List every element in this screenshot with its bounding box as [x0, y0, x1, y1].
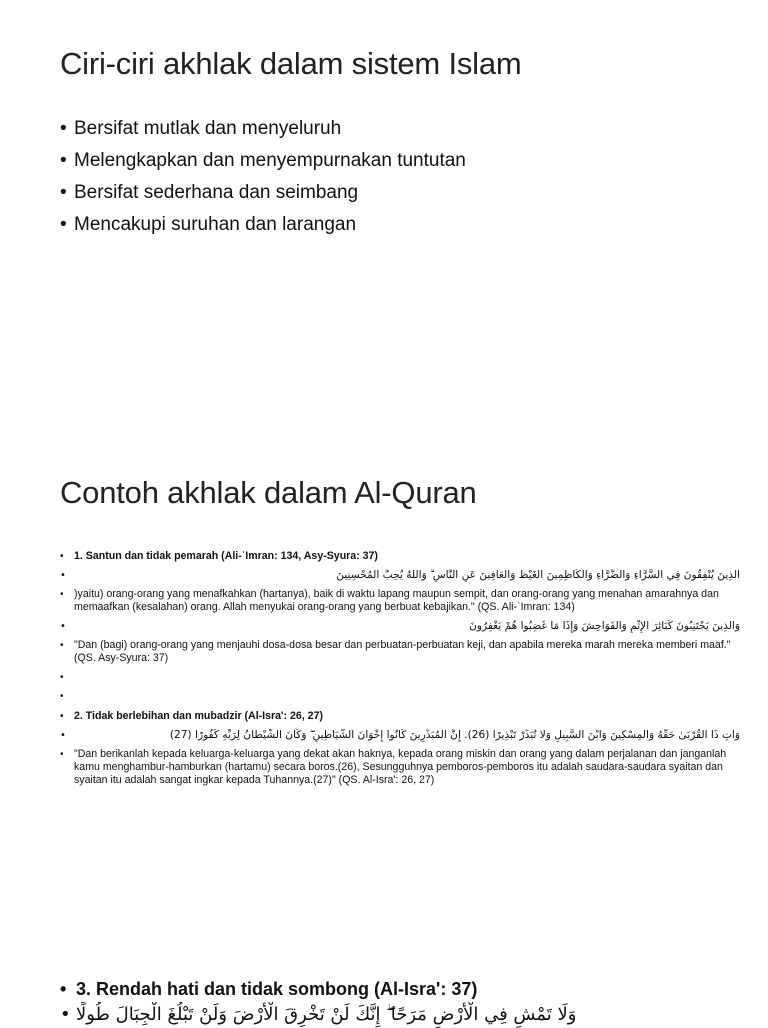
arabic-verse-asy-syura-37: • وَالَّذِينَ يَجْتَنِبُونَ كَبَائِرَ الْإِثْمِ وَالْفَوَاحِشَ وَإِذَا مَا غَضِبُوا هُمْ يَغْفِرُونَ [60, 620, 740, 633]
bullet-item: • Bersifat mutlak dan menyeluruh [60, 113, 466, 145]
translation-asy-syura-37: • "Dan (bagi) orang-orang yang menjauhi dosa-dosa besar dan perbuatan-perbuatan keji, dan apabila mereka marah mereka memberi maaf." (QS. Asy-Syura: 37) [60, 639, 740, 665]
bullet-item: • Mencakupi suruhan dan larangan [60, 209, 466, 241]
translation-al-isra-26-27: • "Dan berikanlah kepada keluarga-keluarga yang dekat akan haknya, kepada orang miskin dan orang yang dalam perjalanan dan janganlah kamu menghambur-hamburkan (hartamu) secara boros.(26), Sesungguhnya pemboros-pemboros itu adalah saudara-saudara syaitan dan syaitan itu adalah sangat ingkar kepada Tuhannya.(27)" (QS. Al-Isra': 26, 27) [60, 748, 740, 787]
section-heading-1: • 1. Santun dan tidak pemarah (Ali-ˈImran: 134, Asy-Syura: 37) [60, 550, 740, 563]
slide-2-bullet-list [60, 550, 740, 793]
arabic-verse-ali-imran-134: • الَّذِينَ يُنْفِقُونَ فِي السَّرَّاءِ وَالضَّرَّاءِ وَالْكَاظِمِينَ الْغَيْظَ وَالْعَافِينَ عَنِ النَّاسِ ۗ وَاللَّهُ يُحِبُّ الْمُحْسِنِينَ [60, 569, 740, 582]
section-heading-2: • 2. Tidak berlebihan dan mubadzir (Al-Isra': 26, 27) [60, 710, 740, 723]
arabic-verse-al-isra-26-27: • وَآتِ ذَا الْقُرْبَىٰ حَقَّهُ وَالْمِسْكِينَ وَابْنَ السَّبِيلِ وَلَا تُبَذِّرْ تَبْذِيرًا (26). إِنَّ الْمُبَذِّرِينَ كَانُوا إِخْوَانَ الشَّيَاطِينِ ۖ وَكَانَ الشَّيْطَانُ لِرَبِّهِ كَفُورًا (27) [60, 729, 740, 742]
slide-3-bullet-list [60, 976, 580, 1028]
bullet-item: • Bersifat sederhana dan seimbang [60, 177, 466, 209]
translation-ali-imran-134: • )yaitu) orang-orang yang menafkahkan (hartanya), baik di waktu lapang maupun sempit, dan orang-orang yang menahan amarahnya dan memaafkan (kesalahan) orang. Allah menyukai orang-orang yang berbuat kebajikan." (QS. Ali-ˈImran: 134) [60, 588, 740, 614]
slide-3 [0, 970, 768, 1024]
empty-bullet [60, 671, 740, 684]
section-heading-3: • 3. Rendah hati dan tidak sombong (Al-Isra': 37) [60, 976, 580, 1002]
slide-2-title: Contoh akhlak dalam Al-Quran [60, 475, 477, 510]
arabic-verse-al-isra-37: • وَلَا تَمْشِ فِي الْأَرْضِ مَرَحًا ۖ إِنَّكَ لَنْ تَخْرِقَ الْأَرْضَ وَلَنْ تَبْلُغَ الْجِبَالَ طُولًا [60, 1002, 580, 1028]
spacer [60, 690, 740, 704]
bullet-item: • Melengkapkan dan menyempurnakan tuntutan [60, 145, 466, 177]
slide-1-title: Ciri-ciri akhlak dalam sistem Islam [60, 46, 522, 81]
